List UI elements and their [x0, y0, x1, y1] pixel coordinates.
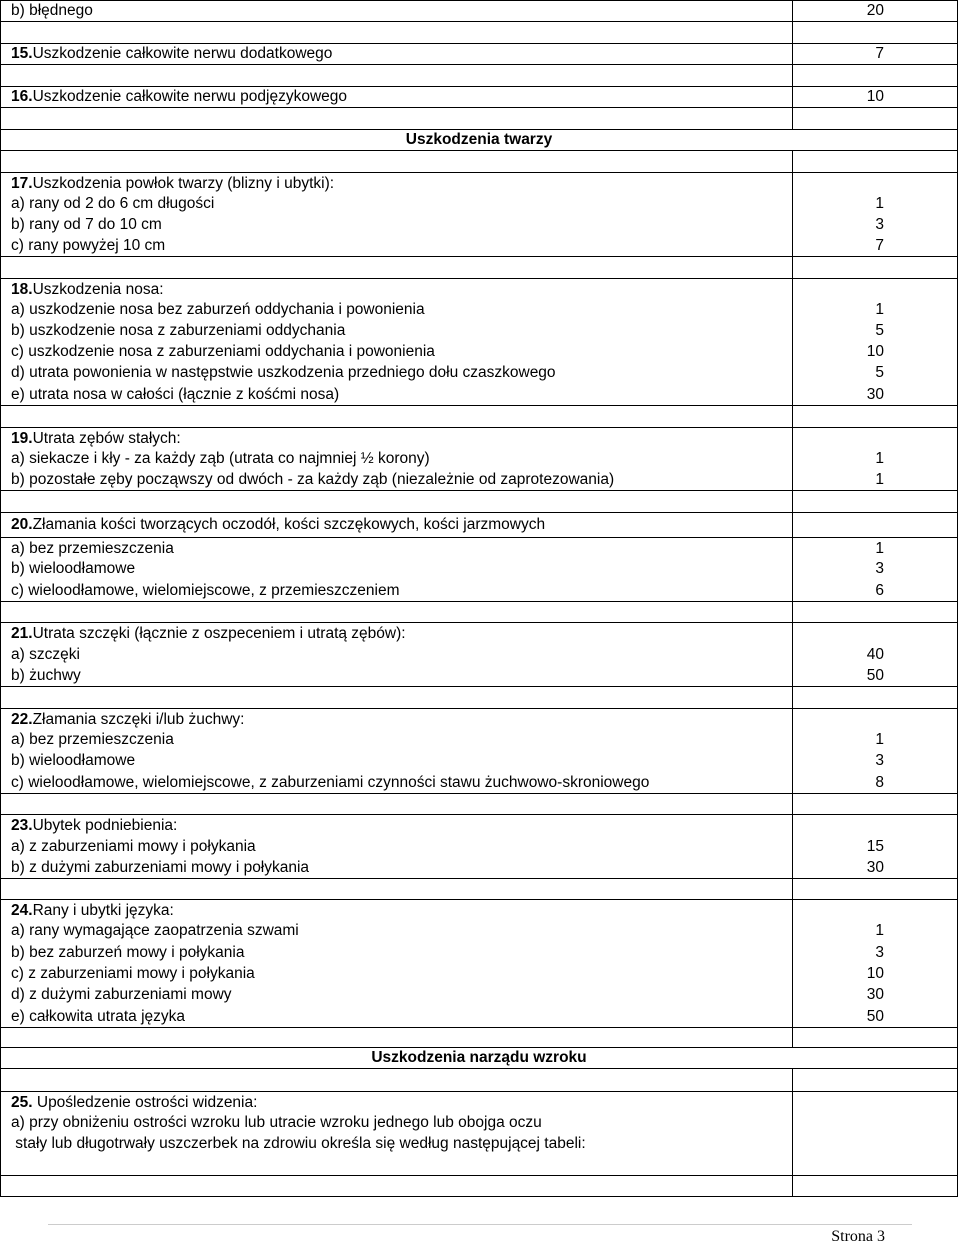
item-description	[0, 1, 793, 21]
item-label: a) bez przemieszczenia	[11, 539, 174, 557]
spacer-cell	[793, 1027, 958, 1048]
table-row	[0, 729, 958, 751]
item-label: c) uszkodzenie nosa z zaburzeniami oddychania i powonienia	[11, 343, 435, 360]
spacer-cell	[0, 405, 793, 428]
item-description	[0, 320, 793, 342]
section-heading-row	[0, 1047, 958, 1069]
item-description	[0, 341, 793, 363]
item-percent-value: 30	[793, 384, 958, 405]
item-label: a) przy obniżeniu ostrości wzroku lub utracie wzroku jednego lub obojga oczu	[11, 1114, 542, 1131]
item-description	[0, 665, 793, 686]
item-label: b) wieloodłamowe	[11, 752, 136, 769]
item-label: e) całkowita utrata języka	[11, 1007, 186, 1025]
item-label: b) żuchwy	[11, 666, 81, 684]
spacer-row	[0, 793, 958, 815]
item-percent-value: 30	[793, 984, 958, 1006]
item-description	[0, 1092, 793, 1113]
item-percent-value: 7	[793, 44, 958, 64]
item-description	[0, 836, 793, 858]
item-percent-value: 10	[793, 341, 958, 363]
item-percent-value: 15	[793, 836, 958, 858]
item-percent-value: 5	[793, 362, 958, 384]
table-row	[0, 172, 958, 194]
table-row	[0, 0, 958, 22]
item-label: b) rany od 7 do 10 cm	[11, 216, 162, 233]
item-label: Utrata szczęki (łącznie z oszpeceniem i utratą zębów):	[32, 624, 406, 642]
spacer-cell	[0, 686, 793, 709]
spacer-cell	[0, 793, 793, 815]
item-percent-value	[793, 279, 958, 300]
item-number: 24.	[11, 901, 33, 919]
item-percent-value	[793, 1133, 958, 1155]
item-description	[0, 772, 793, 793]
item-description	[0, 469, 793, 490]
table-row	[0, 469, 958, 491]
item-description	[0, 1112, 793, 1134]
table-row	[0, 708, 958, 730]
item-label: Upośledzenie ostrości widzenia:	[32, 1093, 258, 1111]
spacer-row	[0, 405, 958, 428]
item-description	[0, 173, 793, 194]
table-row	[0, 193, 958, 215]
spacer-cell	[793, 686, 958, 709]
table-row	[0, 750, 958, 772]
item-label: e) utrata nosa w całości (łącznie z kośćmi nosa)	[11, 385, 340, 403]
table-row	[0, 1006, 958, 1028]
spacer-cell	[793, 601, 958, 623]
item-label: a) bez przemieszczenia	[11, 731, 174, 748]
spacer-cell	[0, 256, 793, 279]
item-description	[0, 1133, 793, 1155]
item-description	[0, 513, 793, 537]
table-row	[0, 1112, 958, 1134]
item-description	[0, 558, 793, 580]
item-number: 21.	[11, 624, 33, 642]
table-row	[0, 558, 958, 580]
spacer-row	[0, 150, 958, 173]
item-description	[0, 729, 793, 751]
item-label: Rany i ubytki języka:	[32, 901, 174, 919]
spacer-row	[0, 601, 958, 623]
item-percent-value: 10	[793, 87, 958, 107]
item-percent-value: 6	[793, 580, 958, 601]
table-row	[0, 814, 958, 836]
spacer-row	[0, 1068, 958, 1092]
item-description	[0, 1006, 793, 1027]
item-label: d) z dużymi zaburzeniami mowy	[11, 986, 232, 1003]
spacer-cell	[793, 793, 958, 815]
table-row	[0, 622, 958, 644]
item-description	[0, 448, 793, 470]
item-description	[0, 644, 793, 666]
table-row	[0, 43, 958, 65]
section-heading: Uszkodzenia twarzy	[0, 130, 958, 150]
item-label: a) szczęki	[11, 646, 80, 663]
spacer-cell	[793, 150, 958, 173]
section-heading-row	[0, 129, 958, 151]
item-label: c) z zaburzeniami mowy i połykania	[11, 965, 255, 982]
item-percent-value: 1	[793, 448, 958, 470]
item-description	[0, 538, 793, 559]
table-row	[0, 235, 958, 257]
item-label: a) siekacze i kły - za każdy ząb (utrata co najmniej ½ korony)	[11, 450, 430, 467]
table-row	[0, 362, 958, 384]
item-label: d) utrata powonienia w następstwie uszkodzenia przedniego dołu czaszkowego	[11, 364, 556, 381]
item-percent-value: 1	[793, 193, 958, 215]
item-number: 19.	[11, 429, 33, 447]
item-label: b) uszkodzenie nosa z zaburzeniami oddychania	[11, 322, 346, 339]
item-percent-value	[793, 1112, 958, 1134]
item-description	[0, 428, 793, 449]
item-percent-value: 40	[793, 644, 958, 666]
item-label: a) uszkodzenie nosa bez zaburzeń oddychania i powonienia	[11, 301, 425, 318]
item-percent-value	[793, 709, 958, 730]
table-row	[0, 512, 958, 538]
spacer-cell	[793, 405, 958, 428]
item-percent-value: 30	[793, 857, 958, 878]
item-number: 25.	[11, 1093, 33, 1111]
item-description	[0, 279, 793, 300]
footer-rule	[48, 1224, 912, 1225]
spacer-row	[0, 1027, 958, 1048]
item-percent-value: 1	[793, 538, 958, 559]
item-label: c) rany powyżej 10 cm	[11, 236, 166, 254]
item-description	[0, 44, 793, 64]
item-label: a) rany od 2 do 6 cm długości	[11, 195, 215, 212]
spacer-cell	[793, 107, 958, 130]
table-row	[0, 448, 958, 470]
item-label: Złamania szczęki i/lub żuchwy:	[32, 710, 245, 728]
item-label: Złamania kości tworzących oczodół, kości szczękowych, kości jarzmowych	[32, 516, 546, 533]
spacer-cell	[0, 601, 793, 623]
item-percent-value	[793, 173, 958, 194]
item-percent-value: 7	[793, 235, 958, 256]
item-description	[0, 750, 793, 772]
spacer-cell	[0, 150, 793, 173]
item-percent-value	[793, 428, 958, 449]
table-row	[0, 214, 958, 236]
item-label: Uszkodzenia nosa:	[32, 280, 164, 298]
table-row	[0, 644, 958, 666]
item-percent-value: 10	[793, 963, 958, 985]
item-percent-value: 5	[793, 320, 958, 342]
spacer-row	[0, 1175, 958, 1197]
spacer-cell	[0, 107, 793, 130]
item-description	[0, 87, 793, 107]
table-row	[0, 384, 958, 406]
item-label: Uszkodzenie całkowite nerwu dodatkowego	[32, 45, 333, 62]
item-number: 17.	[11, 174, 33, 192]
item-number: 20.	[11, 516, 33, 533]
spacer-cell	[793, 1176, 958, 1196]
item-percent-value	[793, 900, 958, 921]
item-number: 18.	[11, 280, 33, 298]
item-description	[0, 857, 793, 878]
item-description	[0, 623, 793, 644]
item-label: Ubytek podniebienia:	[32, 816, 178, 834]
table-row	[0, 857, 958, 879]
table-row	[0, 278, 958, 300]
spacer-cell	[0, 490, 793, 513]
item-label: Uszkodzenia powłok twarzy (blizny i ubytki):	[32, 174, 335, 192]
item-number: 22.	[11, 710, 33, 728]
spacer-cell	[793, 490, 958, 513]
item-percent-value	[793, 513, 958, 537]
item-percent-value	[793, 623, 958, 644]
item-label: Utrata zębów stałych:	[32, 429, 181, 447]
table-row	[0, 320, 958, 342]
item-description	[0, 900, 793, 921]
item-description	[0, 815, 793, 836]
item-number: 16.	[11, 88, 33, 105]
item-percent-value: 1	[793, 299, 958, 321]
spacer-cell	[0, 21, 793, 44]
table-row	[0, 1091, 958, 1113]
spacer-cell	[793, 1068, 958, 1092]
table-row	[0, 963, 958, 985]
spacer-row	[0, 490, 958, 513]
item-description	[0, 362, 793, 384]
item-percent-value: 3	[793, 558, 958, 580]
table-row	[0, 86, 958, 108]
table-row	[0, 899, 958, 921]
spacer-cell	[0, 1068, 793, 1092]
item-description	[0, 193, 793, 215]
item-label: a) z zaburzeniami mowy i połykania	[11, 838, 256, 855]
item-percent-value: 50	[793, 665, 958, 686]
table-row	[0, 942, 958, 964]
item-label: b) błędnego	[11, 2, 93, 19]
page-number: Strona 3	[831, 1228, 885, 1245]
spacer-row	[0, 64, 958, 87]
spacer-row	[0, 686, 958, 709]
spacer-row	[0, 1154, 958, 1176]
table-row	[0, 427, 958, 449]
table-row	[0, 299, 958, 321]
item-description	[0, 920, 793, 942]
item-description	[0, 709, 793, 730]
item-percent-value: 1	[793, 729, 958, 751]
spacer-cell	[0, 64, 793, 87]
table-row	[0, 1133, 958, 1155]
spacer-cell	[0, 878, 793, 900]
item-description	[0, 384, 793, 405]
table-row	[0, 341, 958, 363]
item-percent-value: 8	[793, 772, 958, 793]
item-label: c) wieloodłamowe, wielomiejscowe, z przemieszczeniem	[11, 581, 400, 599]
item-percent-value	[793, 815, 958, 836]
table-row	[0, 537, 958, 559]
item-percent-value: 20	[793, 1, 958, 21]
item-label: b) wieloodłamowe	[11, 560, 136, 577]
item-description	[0, 299, 793, 321]
spacer-cell	[0, 1027, 793, 1048]
item-label: Uszkodzenie całkowite nerwu podjęzykowego	[32, 88, 348, 105]
spacer-cell	[793, 1154, 958, 1176]
item-percent-value	[793, 1092, 958, 1113]
table-row	[0, 920, 958, 942]
item-number: 23.	[11, 816, 33, 834]
item-percent-value: 3	[793, 750, 958, 772]
spacer-cell	[0, 1176, 793, 1196]
item-description	[0, 235, 793, 256]
item-percent-value: 3	[793, 214, 958, 236]
spacer-row	[0, 256, 958, 279]
item-label: a) rany wymagające zaopatrzenia szwami	[11, 922, 299, 939]
item-label: b) z dużymi zaburzeniami mowy i połykania	[11, 858, 310, 876]
item-percent-value: 3	[793, 942, 958, 964]
spacer-row	[0, 878, 958, 900]
item-description	[0, 942, 793, 964]
item-description	[0, 580, 793, 601]
spacer-cell	[0, 1154, 793, 1176]
item-label: b) bez zaburzeń mowy i połykania	[11, 944, 245, 961]
table-row	[0, 665, 958, 687]
item-label: b) pozostałe zęby począwszy od dwóch - za każdy ząb (niezależnie od zaprotezowania)	[11, 470, 615, 488]
spacer-cell	[793, 878, 958, 900]
spacer-cell	[793, 256, 958, 279]
table-row	[0, 580, 958, 602]
table-row	[0, 984, 958, 1006]
item-percent-value: 50	[793, 1006, 958, 1027]
section-heading: Uszkodzenia narządu wzroku	[0, 1048, 958, 1068]
table-row	[0, 772, 958, 794]
item-percent-value: 1	[793, 469, 958, 490]
item-number: 15.	[11, 45, 33, 62]
spacer-cell	[793, 64, 958, 87]
item-description	[0, 963, 793, 985]
table-row	[0, 836, 958, 858]
item-label: stały lub długotrwały uszczerbek na zdrowiu określa się według następującej tabeli:	[11, 1135, 586, 1152]
item-label: c) wieloodłamowe, wielomiejscowe, z zaburzeniami czynności stawu żuchwowo-skroniowego	[11, 773, 650, 791]
item-description	[0, 984, 793, 1006]
item-description	[0, 214, 793, 236]
item-percent-value: 1	[793, 920, 958, 942]
spacer-row	[0, 107, 958, 130]
spacer-row	[0, 21, 958, 44]
spacer-cell	[793, 21, 958, 44]
